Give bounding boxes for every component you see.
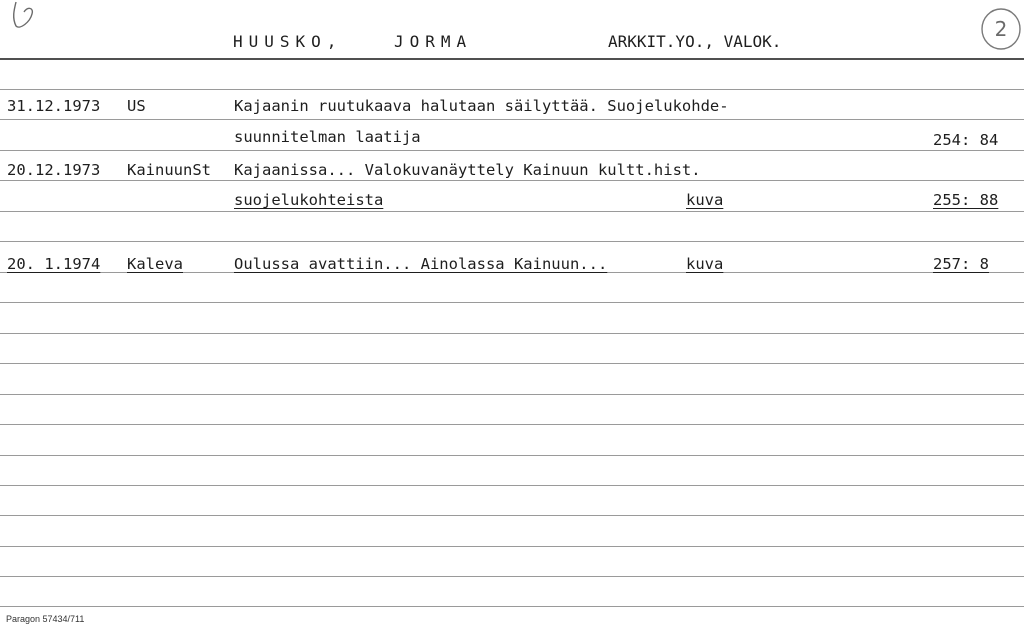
card-print-code: Paragon 57434/711 xyxy=(6,614,85,624)
rule xyxy=(0,424,1024,425)
rule xyxy=(0,89,1024,90)
entry-source: US xyxy=(127,97,146,115)
profession: ARKKIT.YO., VALOK. xyxy=(608,32,782,51)
entry-text-line1: Kajaanin ruutukaava halutaan säilyttää. Suojelukohde- xyxy=(234,97,729,115)
entry-text-line1: Kajaanissa... Valokuvanäyttely Kainuun kultt.hist. xyxy=(234,161,701,179)
rule xyxy=(0,150,1024,151)
entry-note: kuva xyxy=(686,255,724,273)
entry-reference: 254: 84 xyxy=(933,131,999,149)
rule xyxy=(0,515,1024,516)
pencil-mark-top-left xyxy=(6,0,40,34)
entry-note: kuva xyxy=(686,191,724,209)
rule xyxy=(0,485,1024,486)
rule xyxy=(0,211,1024,212)
entry-text-line1: Oulussa avattiin... Ainolassa Kainuun... xyxy=(234,255,608,273)
entry-date: 20. 1.1974 xyxy=(7,255,101,273)
header-rule xyxy=(0,58,1024,60)
rule xyxy=(0,606,1024,607)
rule xyxy=(0,363,1024,364)
rule xyxy=(0,180,1024,181)
rule xyxy=(0,455,1024,456)
rule xyxy=(0,119,1024,120)
entry-text-line2: suunnitelman laatija xyxy=(234,128,421,146)
entry-text-line2: suojelukohteista xyxy=(234,191,384,209)
rule xyxy=(0,576,1024,577)
entry-reference: 257: 8 xyxy=(933,255,989,273)
entry-reference: 255: 88 xyxy=(933,191,999,209)
entry-date: 20.12.1973 xyxy=(7,161,101,179)
entry-source: KainuunSt xyxy=(127,161,211,179)
firstname: JORMA xyxy=(394,32,473,51)
rule xyxy=(0,302,1024,303)
surname: HUUSKO, xyxy=(233,32,343,51)
rule xyxy=(0,333,1024,334)
circled-card-number xyxy=(978,4,1024,52)
card-number: 2 xyxy=(994,17,1008,41)
rule xyxy=(0,394,1024,395)
rule xyxy=(0,546,1024,547)
rule xyxy=(0,241,1024,242)
entry-source: Kaleva xyxy=(127,255,183,273)
entry-date: 31.12.1973 xyxy=(7,97,101,115)
